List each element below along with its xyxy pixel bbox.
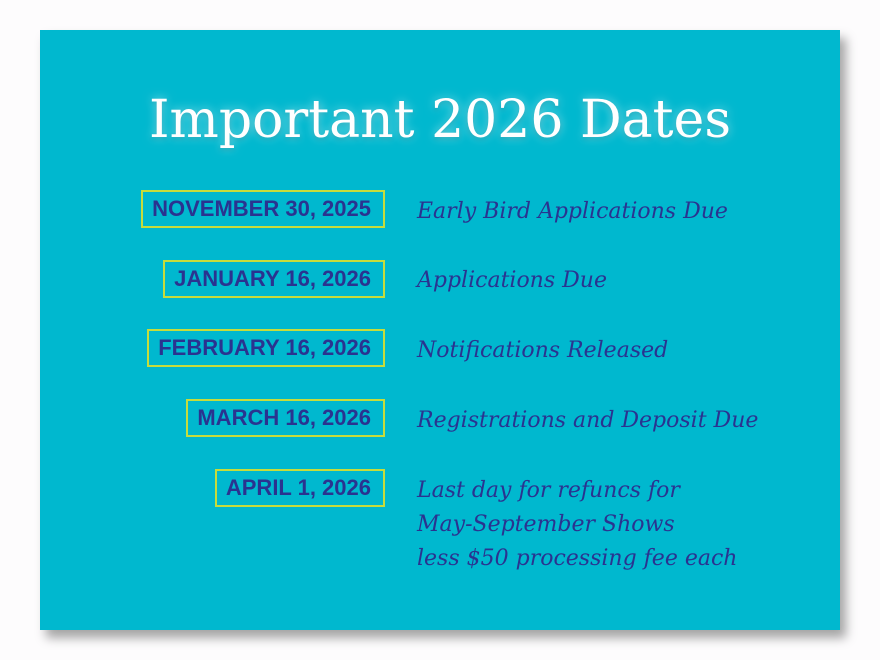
event-description (417, 264, 607, 298)
event-line: less $50 processing fee each (417, 546, 738, 571)
event-description (417, 404, 758, 438)
date-badge: APRIL 1, 2026 (215, 469, 385, 507)
event-description (417, 334, 668, 368)
event-line: May-September Shows (417, 512, 675, 537)
page-title: Important 2026 Dates (148, 90, 732, 150)
event-line: Last day for refuncs for (417, 478, 680, 503)
event-description (417, 474, 737, 576)
date-badge: MARCH 16, 2026 (186, 399, 385, 437)
dates-card (40, 30, 840, 630)
date-badge: FEBRUARY 16, 2026 (147, 329, 385, 367)
event-line: Notifications Released (417, 338, 669, 363)
event-line: Registrations and Deposit Due (417, 408, 759, 433)
event-line: Applications Due (417, 268, 607, 293)
event-description (417, 195, 728, 229)
date-badge: NOVEMBER 30, 2025 (141, 190, 385, 228)
date-badge: JANUARY 16, 2026 (163, 260, 385, 298)
event-line: Early Bird Applications Due (417, 199, 728, 224)
